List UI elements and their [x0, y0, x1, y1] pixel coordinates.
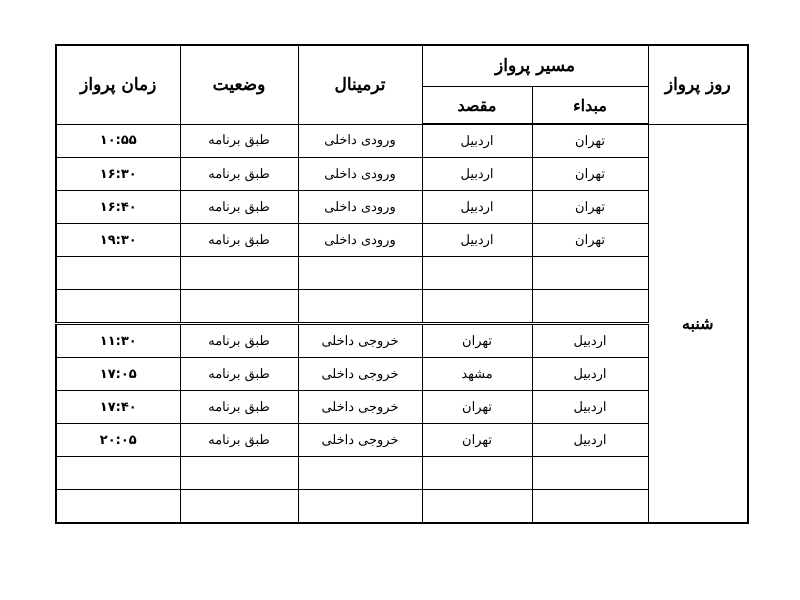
- status-cell: طبق برنامه: [180, 191, 298, 224]
- status-cell: [180, 457, 298, 490]
- arrival-row: [56, 124, 748, 158]
- time-cell: [56, 257, 180, 290]
- destination-cell: [422, 257, 532, 290]
- arrival-row: [56, 191, 748, 224]
- time-cell: ۲۰:۰۵: [56, 424, 180, 457]
- time-cell: ۱۰:۵۵: [56, 124, 180, 158]
- header-destination: مقصد: [422, 87, 532, 125]
- departure-row: [56, 358, 748, 391]
- terminal-cell: خروجی داخلی: [298, 424, 422, 457]
- terminal-cell: ورودی داخلی: [298, 158, 422, 191]
- flight-schedule-sheet: [55, 44, 747, 524]
- arrival-row: [56, 158, 748, 191]
- destination-cell: اردبیل: [422, 224, 532, 257]
- origin-cell: [532, 257, 648, 290]
- departure-row: [56, 324, 748, 358]
- departure-row: [56, 424, 748, 457]
- time-cell: [56, 290, 180, 324]
- terminal-cell: ورودی داخلی: [298, 191, 422, 224]
- status-cell: طبق برنامه: [180, 224, 298, 257]
- status-cell: طبق برنامه: [180, 358, 298, 391]
- terminal-cell: [298, 257, 422, 290]
- schedule-body: [56, 124, 748, 523]
- status-cell: طبق برنامه: [180, 158, 298, 191]
- terminal-cell: [298, 490, 422, 524]
- header-terminal: ترمینال: [298, 45, 422, 124]
- header-row-top: [56, 45, 748, 87]
- destination-cell: مشهد: [422, 358, 532, 391]
- arrival-row: [56, 290, 748, 324]
- origin-cell: اردبیل: [532, 391, 648, 424]
- destination-cell: اردبیل: [422, 158, 532, 191]
- origin-cell: تهران: [532, 158, 648, 191]
- day-cell: شنبه: [648, 124, 748, 523]
- origin-cell: اردبیل: [532, 324, 648, 358]
- status-cell: [180, 490, 298, 524]
- origin-cell: اردبیل: [532, 358, 648, 391]
- time-cell: ۱۱:۳۰: [56, 324, 180, 358]
- destination-cell: تهران: [422, 324, 532, 358]
- status-cell: طبق برنامه: [180, 324, 298, 358]
- status-cell: [180, 290, 298, 324]
- status-cell: طبق برنامه: [180, 391, 298, 424]
- destination-cell: اردبیل: [422, 124, 532, 158]
- time-cell: ۱۶:۴۰: [56, 191, 180, 224]
- header-time: زمان پرواز: [56, 45, 180, 124]
- header-route: مسیر پرواز: [422, 45, 648, 87]
- origin-cell: تهران: [532, 191, 648, 224]
- time-cell: [56, 457, 180, 490]
- origin-cell: [532, 490, 648, 524]
- time-cell: ۱۶:۳۰: [56, 158, 180, 191]
- origin-cell: [532, 290, 648, 324]
- arrival-row: [56, 224, 748, 257]
- terminal-cell: خروجی داخلی: [298, 358, 422, 391]
- terminal-cell: [298, 290, 422, 324]
- departure-row: [56, 457, 748, 490]
- status-cell: طبق برنامه: [180, 424, 298, 457]
- time-cell: ۱۷:۴۰: [56, 391, 180, 424]
- header-origin: مبداء: [532, 87, 648, 125]
- flight-schedule-table: [55, 44, 749, 524]
- destination-cell: [422, 490, 532, 524]
- origin-cell: [532, 457, 648, 490]
- time-cell: ۱۷:۰۵: [56, 358, 180, 391]
- terminal-cell: ورودی داخلی: [298, 124, 422, 158]
- departure-row: [56, 490, 748, 524]
- status-cell: طبق برنامه: [180, 124, 298, 158]
- destination-cell: تهران: [422, 424, 532, 457]
- status-cell: [180, 257, 298, 290]
- terminal-cell: [298, 457, 422, 490]
- destination-cell: [422, 457, 532, 490]
- destination-cell: [422, 290, 532, 324]
- destination-cell: اردبیل: [422, 191, 532, 224]
- origin-cell: تهران: [532, 224, 648, 257]
- origin-cell: اردبیل: [532, 424, 648, 457]
- arrival-row: [56, 257, 748, 290]
- header-day: روز پرواز: [648, 45, 748, 124]
- header-status: وضعیت: [180, 45, 298, 124]
- time-cell: [56, 490, 180, 524]
- terminal-cell: ورودی داخلی: [298, 224, 422, 257]
- terminal-cell: خروجی داخلی: [298, 391, 422, 424]
- terminal-cell: خروجی داخلی: [298, 324, 422, 358]
- origin-cell: تهران: [532, 124, 648, 158]
- time-cell: ۱۹:۳۰: [56, 224, 180, 257]
- departure-row: [56, 391, 748, 424]
- destination-cell: تهران: [422, 391, 532, 424]
